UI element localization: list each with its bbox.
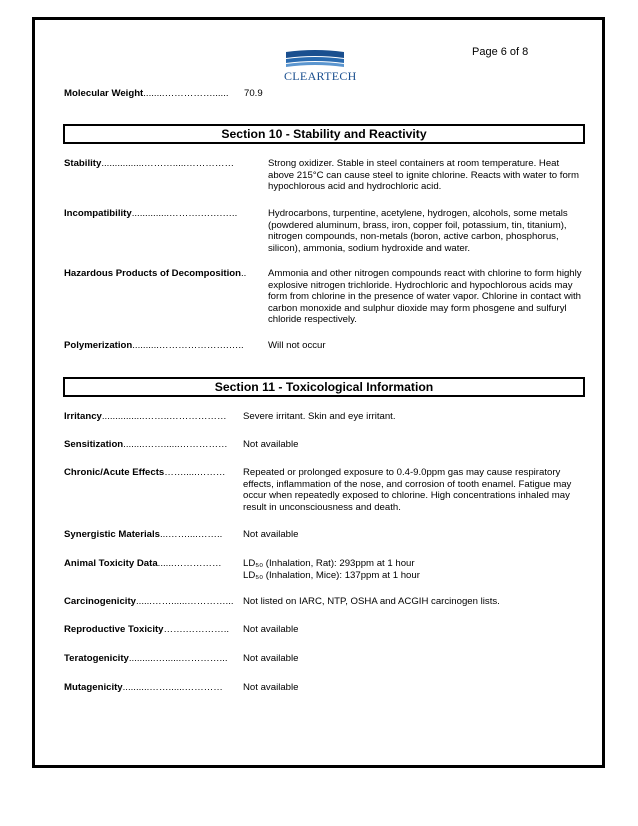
polymerization-value: Will not occur: [268, 340, 326, 351]
reproductive-toxicity-value: Not available: [243, 624, 299, 635]
irritancy-label: Irritancy................……..………………: [64, 411, 227, 422]
ld50-rat: LD₅₀ (Inhalation, Rat): 293ppm at 1 hour: [243, 558, 415, 569]
mutagenicity-label: Mutagenicity..........……......…………: [64, 682, 223, 693]
synergistic-label: Synergistic Materials...……....……..: [64, 529, 223, 540]
molecular-weight-label: Molecular Weight........……………......: [64, 88, 229, 99]
section-11-heading: Section 11 - Toxicological Information: [63, 377, 585, 397]
incompatibility-label: Incompatibility..............……….…….…..: [64, 208, 238, 219]
carcinogenicity-value: Not listed on IARC, NTP, OSHA and ACGIH carcinogen lists.: [243, 596, 500, 607]
teratogenicity-value: Not available: [243, 653, 299, 664]
page-number: Page 6 of 8: [472, 46, 529, 58]
sensitization-label: Sensitization........……......……………: [64, 439, 228, 450]
chronic-acute-value: Repeated or prolonged exposure to 0.4-9.0ppm gas may cause respiratory effects, inflammation of the nose, and corrosion of tooth enamel. Fatigue may occur when repeatedly exposed to chlorine. High concentrations inhaled may result in unconsciousness and death.: [243, 467, 572, 513]
hazardous-products-label: Hazardous Products of Decomposition..: [64, 268, 247, 279]
incompatibility-value: Hydrocarbons, turpentine, acetylene, hydrogen, alcohols, some metals (powdered aluminum, brass, iron, copper foil, potassium, tin, titanium), nitrogen compounds, non-metals (boron, active carbon, phosphorus, silicon), ammonia, sodium hydroxide and water.: [268, 208, 568, 254]
stability-label: Stability................……….....……………: [64, 158, 235, 169]
hazardous-products-value: Ammonia and other nitrogen compounds react with chlorine to form highly explosive nitrogen trichloride. Hydrochloric and hypochlorous acids may form from chlorine in the presence of water vapor. Chlorine in contact with carbon monoxide and sulphur dioxide may form phosgene and sulfuryl chloride respectively.: [268, 268, 582, 326]
mutagenicity-value: Not available: [243, 682, 299, 693]
animal-toxicity-label: Animal Toxicity Data......……………: [64, 558, 222, 569]
section-10-heading: Section 10 - Stability and Reactivity: [63, 124, 585, 144]
stability-value: Strong oxidizer. Stable in steel containers at room temperature. Heat above 215°C can cause steel to ignite chlorine. Reacts with water to form hypochlorous acid and hydrochloric acid.: [268, 158, 579, 193]
synergistic-value: Not available: [243, 529, 299, 540]
polymerization-label: Polymerization..........………………….…..: [64, 340, 244, 351]
reproductive-toxicity-label: Reproductive Toxicity…….…………..: [64, 624, 230, 635]
teratogenicity-label: Teratogenicity..........…......…………...: [64, 653, 228, 664]
carcinogenicity-label: Carcinogenicity......……......…………...: [64, 596, 234, 607]
animal-toxicity-value: [243, 558, 586, 581]
sensitization-value: Not available: [243, 439, 299, 450]
irritancy-value: Severe irritant. Skin and eye irritant.: [243, 411, 396, 422]
ld50-mice: LD₅₀ (Inhalation, Mice): 137ppm at 1 hour: [243, 569, 420, 581]
logo-text: CLEARTECH: [284, 69, 357, 83]
molecular-weight-value: 70.9: [244, 88, 263, 99]
chronic-acute-label: Chronic/Acute Effects…….....………: [64, 467, 226, 478]
